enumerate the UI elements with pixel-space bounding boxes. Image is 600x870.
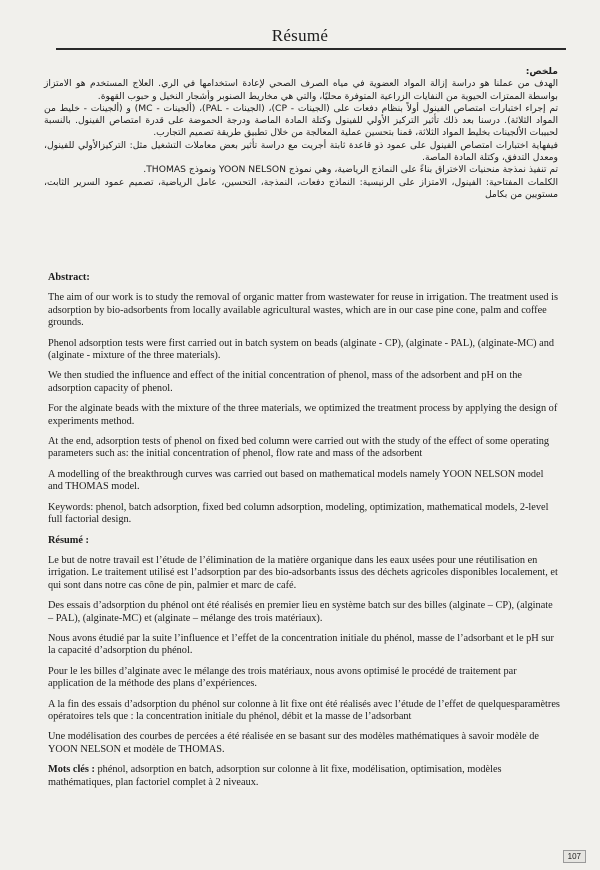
resume-keywords <box>48 764 560 789</box>
abstract-heading: Abstract: <box>48 272 90 283</box>
arabic-keywords: الكلمات المفتاحية: الفينول، الامتزاز على الرنيسية: النماذج دفعات، النمذجة، التحسين، عامل الرياضية، تصميم عمود السرير الثابت، مستويين من بكامل <box>44 176 558 200</box>
resume-paragraph-5: A la fin des essais d’adsorption du phénol sur colonne à lit fixe ont été réalisés avec l’étude de l’effet de quelquesparamètres opératoires tels que : la concentration initiale du phénol, débit et la masse de l’adsorbant <box>48 698 560 722</box>
resume-paragraph-6: Une modélisation des courbes de percées a été réalisée en se basant sur des modèles mathématiques à savoir modèle de YOON NELSON et modèle de THOMAS. <box>48 731 539 755</box>
resume-keywords-text: phénol, adsorption en batch, adsorption sur colonne à lit fixe, modélisation, optimisation, modèles mathématiques, plan factoriel complet à 2 niveaux. <box>48 764 502 788</box>
arabic-summary <box>44 66 558 201</box>
abstract-paragraph-6: A modelling of the breakthrough curves was carried out based on mathematical models namely YOON NELSON model and THOMAS model. <box>48 468 544 493</box>
abstract-paragraph-1: The aim of our work is to study the removal of organic matter from wastewater for reuse in irrigation. The treatment used is adsorption by bio-adsorbents from locally available agricultural wastes, which are in our case pine cone, palm and coffee grounds. <box>48 292 559 329</box>
arabic-summary-heading: ملخص: <box>525 66 558 77</box>
arabic-paragraph-3: فيفهاية اختبارات امتصاص الفينول على عمود ذو قاعدة ثابتة أجريت مع دراسة تأثير بعض معاملات التشغيل مثل: التركيزالأولي للفينول، ومعدل التدفق، وكتلة المادة الماصة. <box>44 139 558 164</box>
resume-paragraph-2: Des essais d’adsorption du phénol ont été réalisés en premier lieu en système batch sur des billes (alginate – CP), (alginate – PAL), (alginate-MC) et (alginate – mélange des trois matériaux). <box>48 600 553 624</box>
resume-paragraph-4: Pour le les billes d’alginate avec le mélange des trois matériaux, nous avons optimisé le procédé de traitement par application de la méthode des plans d’expériences. <box>48 665 517 690</box>
title-underline <box>56 48 566 50</box>
resume-keywords-label: Mots clés : <box>48 764 95 776</box>
resume-heading: Résumé : <box>48 534 89 546</box>
abstract-paragraph-4: For the alginate beads with the mixture of the three materials, we optimized the treatment process by applying the design of experiments method. <box>48 403 558 427</box>
abstract-paragraph-5: At the end, adsorption tests of phenol on fixed bed column were carried out with the study of the effect of some operating parameters such as: the initial concentration of phenol, flow rate and mass of the adsorbent <box>48 436 550 460</box>
arabic-paragraph-1: الهدف من عملنا هو دراسة إزالة المواد العضوية في مياه الصرف الصحي لإعادة استخدامها في الري. العلاج المستخدم هو الامتزاز بواسطة الممتزات الحيوية من النفايات الزراعية المتوفرة محليًا، والتي هي مخاريط الصنوبر وأشجار النخيل و حبوب القهوة. <box>44 78 558 102</box>
abstract-paragraph-3: We then studied the influence and effect of the initial concentration of phenol, mass of the adsorbent and pH on the adsorption capacity of phenol. <box>48 370 522 394</box>
arabic-paragraph-2: تم إجراء اختبارات امتصاص الفينول أولاً بنظام دفعات على (الجينات - CP)، (الجينات - PAL)، (ألجينات - MC) و (ألجينات - خليط من المواد الثلاثة). درسنا بعد ذلك تأثير التركيز الأولي للفينول وكتلة المادة الماصة ودرجة الحموضة على قدرة امتصاص الفينول. بالنسبة لحبيبات الألجينات بخليط المواد الثلاثة، قمنا بتحسين عملية المعالجة من خلال تطبيق طريقة تصميم التجارب. <box>44 102 558 139</box>
resume-paragraph-1: Le but de notre travail est l’étude de l’élimination de la matière organique dans les eaux usées pour une réutilisation en irrigation. Le traitement utilisé est l’adsorption par des bio-adsorbants issus des déchets agricoles disponibles localement, et qui sont dans notre cas cône de pin, palmier et marc de café. <box>48 554 558 591</box>
abstract-paragraph-2: Phenol adsorption tests were first carried out in batch system on beads (alginate - CP), (alginate - PAL), (alginate-MC) and (alginate - mixture of the three materials). <box>48 337 555 362</box>
abstract-keywords: Keywords: phenol, batch adsorption, fixed bed column adsorption, modeling, optimization, mathematical models, 2-level full factorial design. <box>48 501 549 526</box>
main-text <box>48 272 560 797</box>
resume-paragraph-3: Nous avons étudié par la suite l’influence et l’effet de la concentration initiale du phénol, masse de l’adsorbant et le pH sur la capacité d’adsorption du phénol. <box>48 632 554 657</box>
arabic-paragraph-4: تم تنفيذ نمذجة منحنيات الاختراق بناءً على النماذج الرياضية، وهي نموذج YOON NELSON ونموذج THOMAS. <box>143 164 558 176</box>
page-title: Résumé <box>271 26 329 45</box>
page-number: 107 <box>563 850 586 863</box>
